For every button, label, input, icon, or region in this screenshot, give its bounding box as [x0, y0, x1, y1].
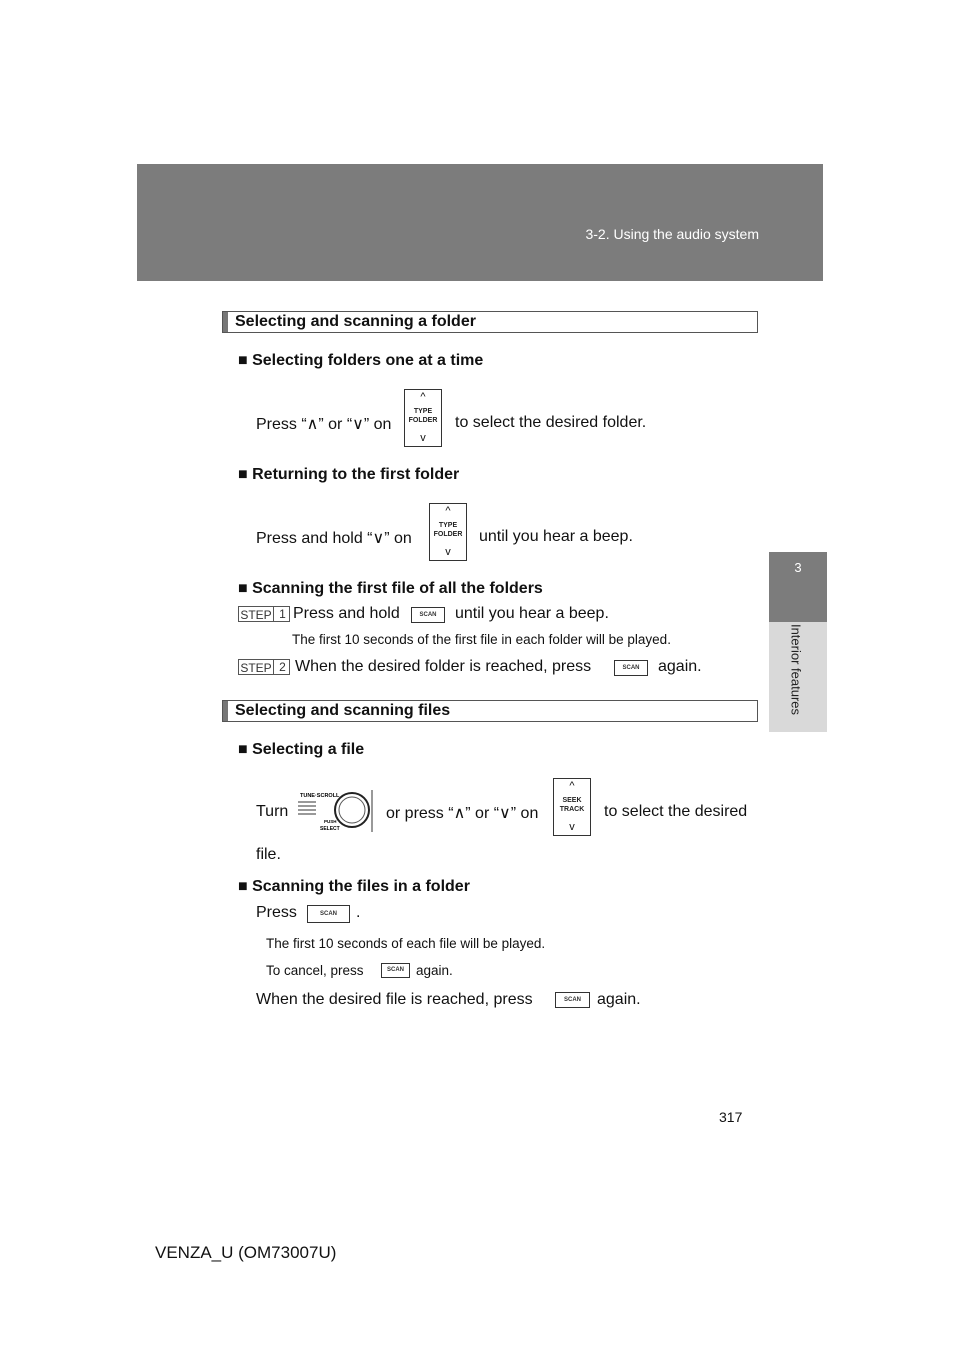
subheading-selecting-file: ■ Selecting a file	[238, 741, 365, 758]
subheading-returning-first-folder: ■ Returning to the first folder	[238, 466, 460, 483]
page-header	[137, 164, 823, 281]
instruction-select-folder: Press “∧” or “∨” on	[256, 416, 392, 433]
note-first-10-seconds: The first 10 seconds of each file will be played.	[266, 936, 546, 951]
instruction-or-press: or press “∧” or “∨” on	[386, 805, 539, 822]
subheading-selecting-folders: ■ Selecting folders one at a time	[238, 352, 484, 369]
seek-track-button: ^ SEEK TRACK v	[553, 778, 591, 836]
section-heading-folder: Selecting and scanning a folder	[222, 311, 758, 333]
scan-button: SCAN	[307, 905, 350, 923]
instruction-final: When the desired file is reached, press	[256, 991, 533, 1008]
type-folder-button-2: ^ TYPE FOLDER v	[429, 503, 467, 561]
section-heading-files: Selecting and scanning files	[222, 700, 758, 722]
instruction-select-folder-end: to select the desired folder.	[455, 414, 647, 431]
scan-button: SCAN	[411, 607, 445, 623]
tune-scroll-knob	[296, 788, 376, 834]
model-code: VENZA_U (OM73007U)	[155, 1243, 337, 1262]
note-cancel: To cancel, press	[266, 963, 364, 978]
header-section-title: 3-2. Using the audio system	[585, 226, 759, 242]
scan-button: SCAN	[381, 963, 410, 978]
scan-button: SCAN	[614, 660, 648, 676]
instruction-return-first-end: until you hear a beep.	[479, 528, 633, 545]
instruction-turn: Turn	[256, 803, 289, 820]
subheading-scanning-files: ■ Scanning the files in a folder	[238, 878, 470, 895]
scan-button: SCAN	[555, 992, 590, 1008]
type-folder-button: ^ TYPE FOLDER v	[404, 389, 442, 447]
subheading-scanning-first-file: ■ Scanning the first file of all the folders	[238, 580, 543, 597]
svg-text:PUSH: PUSH	[324, 819, 337, 824]
step-1-badge: STEP 1	[238, 606, 290, 622]
instruction-return-first: Press and hold “∨” on	[256, 530, 412, 547]
chapter-number: 3	[794, 560, 802, 575]
step-2-text-end: again.	[658, 658, 702, 675]
instruction-final-end: again.	[597, 991, 641, 1008]
svg-text:SELECT: SELECT	[320, 826, 340, 832]
instruction-press: Press	[256, 904, 297, 921]
step-2-badge: STEP 2	[238, 659, 290, 675]
step-1-text-end: until you hear a beep.	[455, 605, 609, 622]
instruction-press-end: .	[356, 904, 361, 921]
step-1-text: Press and hold	[293, 605, 400, 622]
note-cancel-end: again.	[416, 963, 453, 978]
step-2-text: When the desired folder is reached, press	[295, 658, 592, 675]
page-number: 317	[719, 1109, 743, 1125]
instruction-file-word: file.	[256, 846, 281, 863]
svg-text:TUNE·SCROLL: TUNE·SCROLL	[300, 793, 340, 799]
instruction-to-select: to select the desired	[604, 803, 748, 820]
step-1-note: The first 10 seconds of the first file in each folder will be played.	[292, 632, 671, 647]
